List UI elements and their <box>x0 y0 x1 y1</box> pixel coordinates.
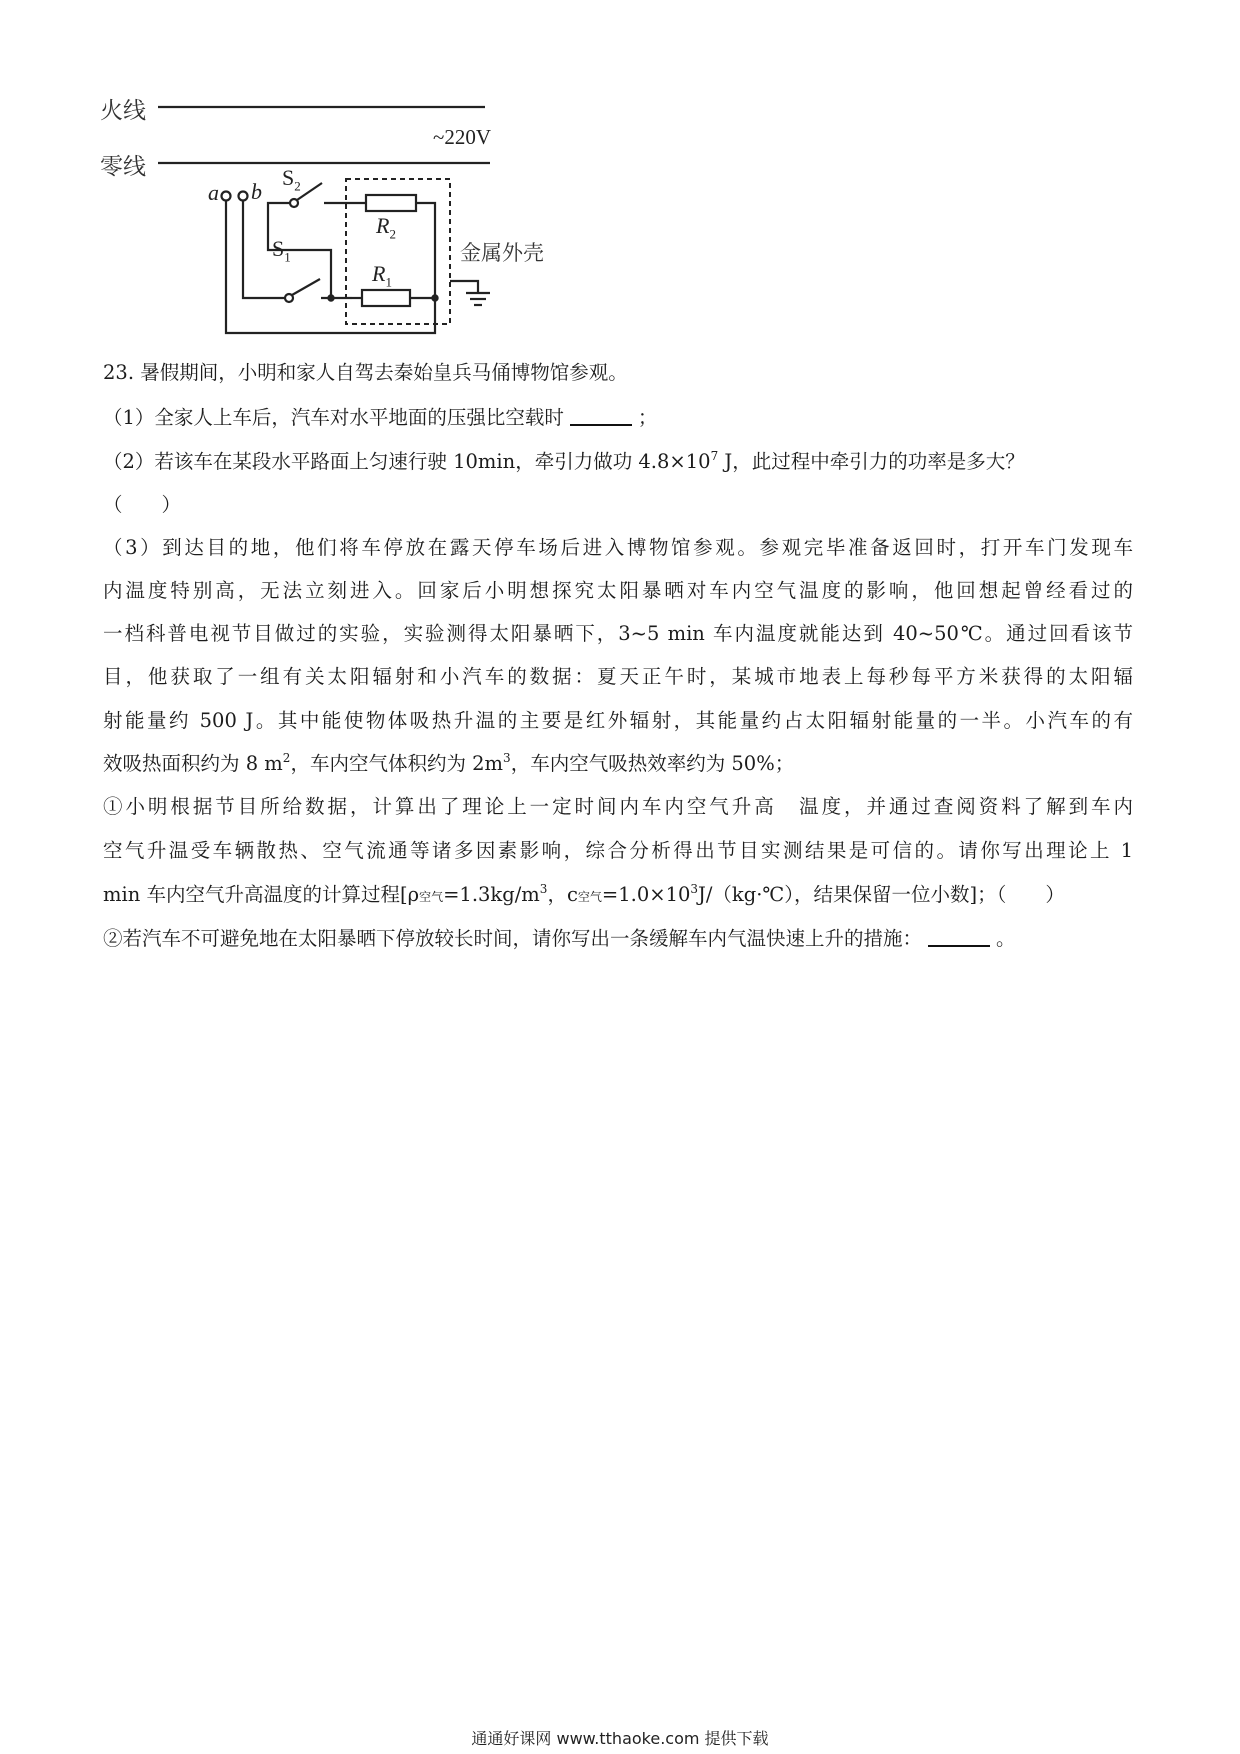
page-footer: 通通好课网 www.tthaoke.com 提供下载 <box>471 1729 769 1748</box>
part2-line: （2）若该车在某段水平路面上匀速行驶 10min，牵引力做功 $4.8\times 10^7$ J，此过程中牵引力的功率是多大？ <box>103 449 1025 473</box>
part1-blank[interactable] <box>570 406 632 426</box>
terminal-b-label: b <box>251 179 262 204</box>
part3-line: 射能量约 500 J。其中能使物体吸热升温的主要是红外辐射，其能量约占太阳辐射能量的一半。小汽车的有 <box>103 709 1133 732</box>
s2-label: $S_2$ <box>282 165 301 194</box>
sub1-line-2: 空气升温受车辆散热、空气流通等诸多因素影响，综合分析得出节目实测结果是可信的。请你写出理论上 1 <box>103 839 1133 862</box>
terminal-a-label: a <box>208 180 219 205</box>
s1-blade <box>292 279 320 295</box>
sub1-line-3: min 车内空气升高温度的计算过程[ρ空气$=1.3kg/m^3$，c空气$=1.0\times 10^3J/(kg\cdot℃)$，结果保留一位小数]；（ ） <box>103 882 1065 906</box>
part1-line: （1）全家人上车后，汽车对水平地面的压强比空载时 ； <box>103 406 658 429</box>
terminal-a-circle <box>222 192 231 201</box>
wire-r2-right <box>416 203 435 298</box>
case-ground-wire <box>450 281 478 293</box>
sub1-line-1: ①小明根据节目所给数据，计算出了理论上一定时间内车内空气升高 温度，并通过查阅资料了解到车内 <box>103 795 1133 818</box>
part3-line: 目，他获取了一组有关太阳辐射和小汽车的数据：夏天正午时，某城市地表上每秒每平方米获得的太阳辐 <box>103 665 1133 688</box>
part3-line: （3）到达目的地，他们将车停放在露天停车场后进入博物馆参观。参观完毕准备返回时，打开车门发现车 <box>103 536 1133 559</box>
part3-last-line: 效吸热面积约为 8 $m^2$，车内空气体积约为 $2m^3$，车内空气吸热效率约为 50%； <box>103 751 795 775</box>
metal-case-label: 金属外壳 <box>460 241 544 265</box>
circuit-diagram <box>100 95 620 385</box>
question-title: 23. 暑假期间，小明和家人自驾去秦始皇兵马俑博物馆参观。 <box>103 361 628 384</box>
r1-label: $R_1$ <box>372 261 392 290</box>
part2-answer-bracket[interactable]: （ ） <box>103 493 182 516</box>
r2-resistor <box>366 195 416 211</box>
part3-line: 内温度特别高，无法立刻进入。回家后小明想探究太阳暴晒对车内空气温度的影响，他回想起曾经看过的 <box>103 579 1133 602</box>
s1-label: $S_1$ <box>272 236 291 265</box>
terminal-b-circle <box>239 192 248 201</box>
part3-line: 一档科普电视节目做过的实验，实验测得太阳暴晒下，3~5 min 车内温度就能达到 40~50℃。通过回看该节 <box>103 622 1133 645</box>
s1-contact <box>285 294 293 302</box>
r2-label: $R_2$ <box>376 213 396 242</box>
s2-contact <box>290 199 298 207</box>
live-wire-label: 火线 <box>100 98 146 124</box>
voltage-label: ~220V <box>433 125 492 149</box>
sub2-line: ②若汽车不可避免地在太阳暴晒下停放较长时间，请你写出一条缓解车内气温快速上升的措施： 。 <box>103 927 1016 950</box>
sub2-blank[interactable] <box>928 927 990 947</box>
r1-resistor <box>362 290 410 306</box>
neutral-wire-label: 零线 <box>100 154 146 180</box>
s2-blade <box>297 183 322 200</box>
